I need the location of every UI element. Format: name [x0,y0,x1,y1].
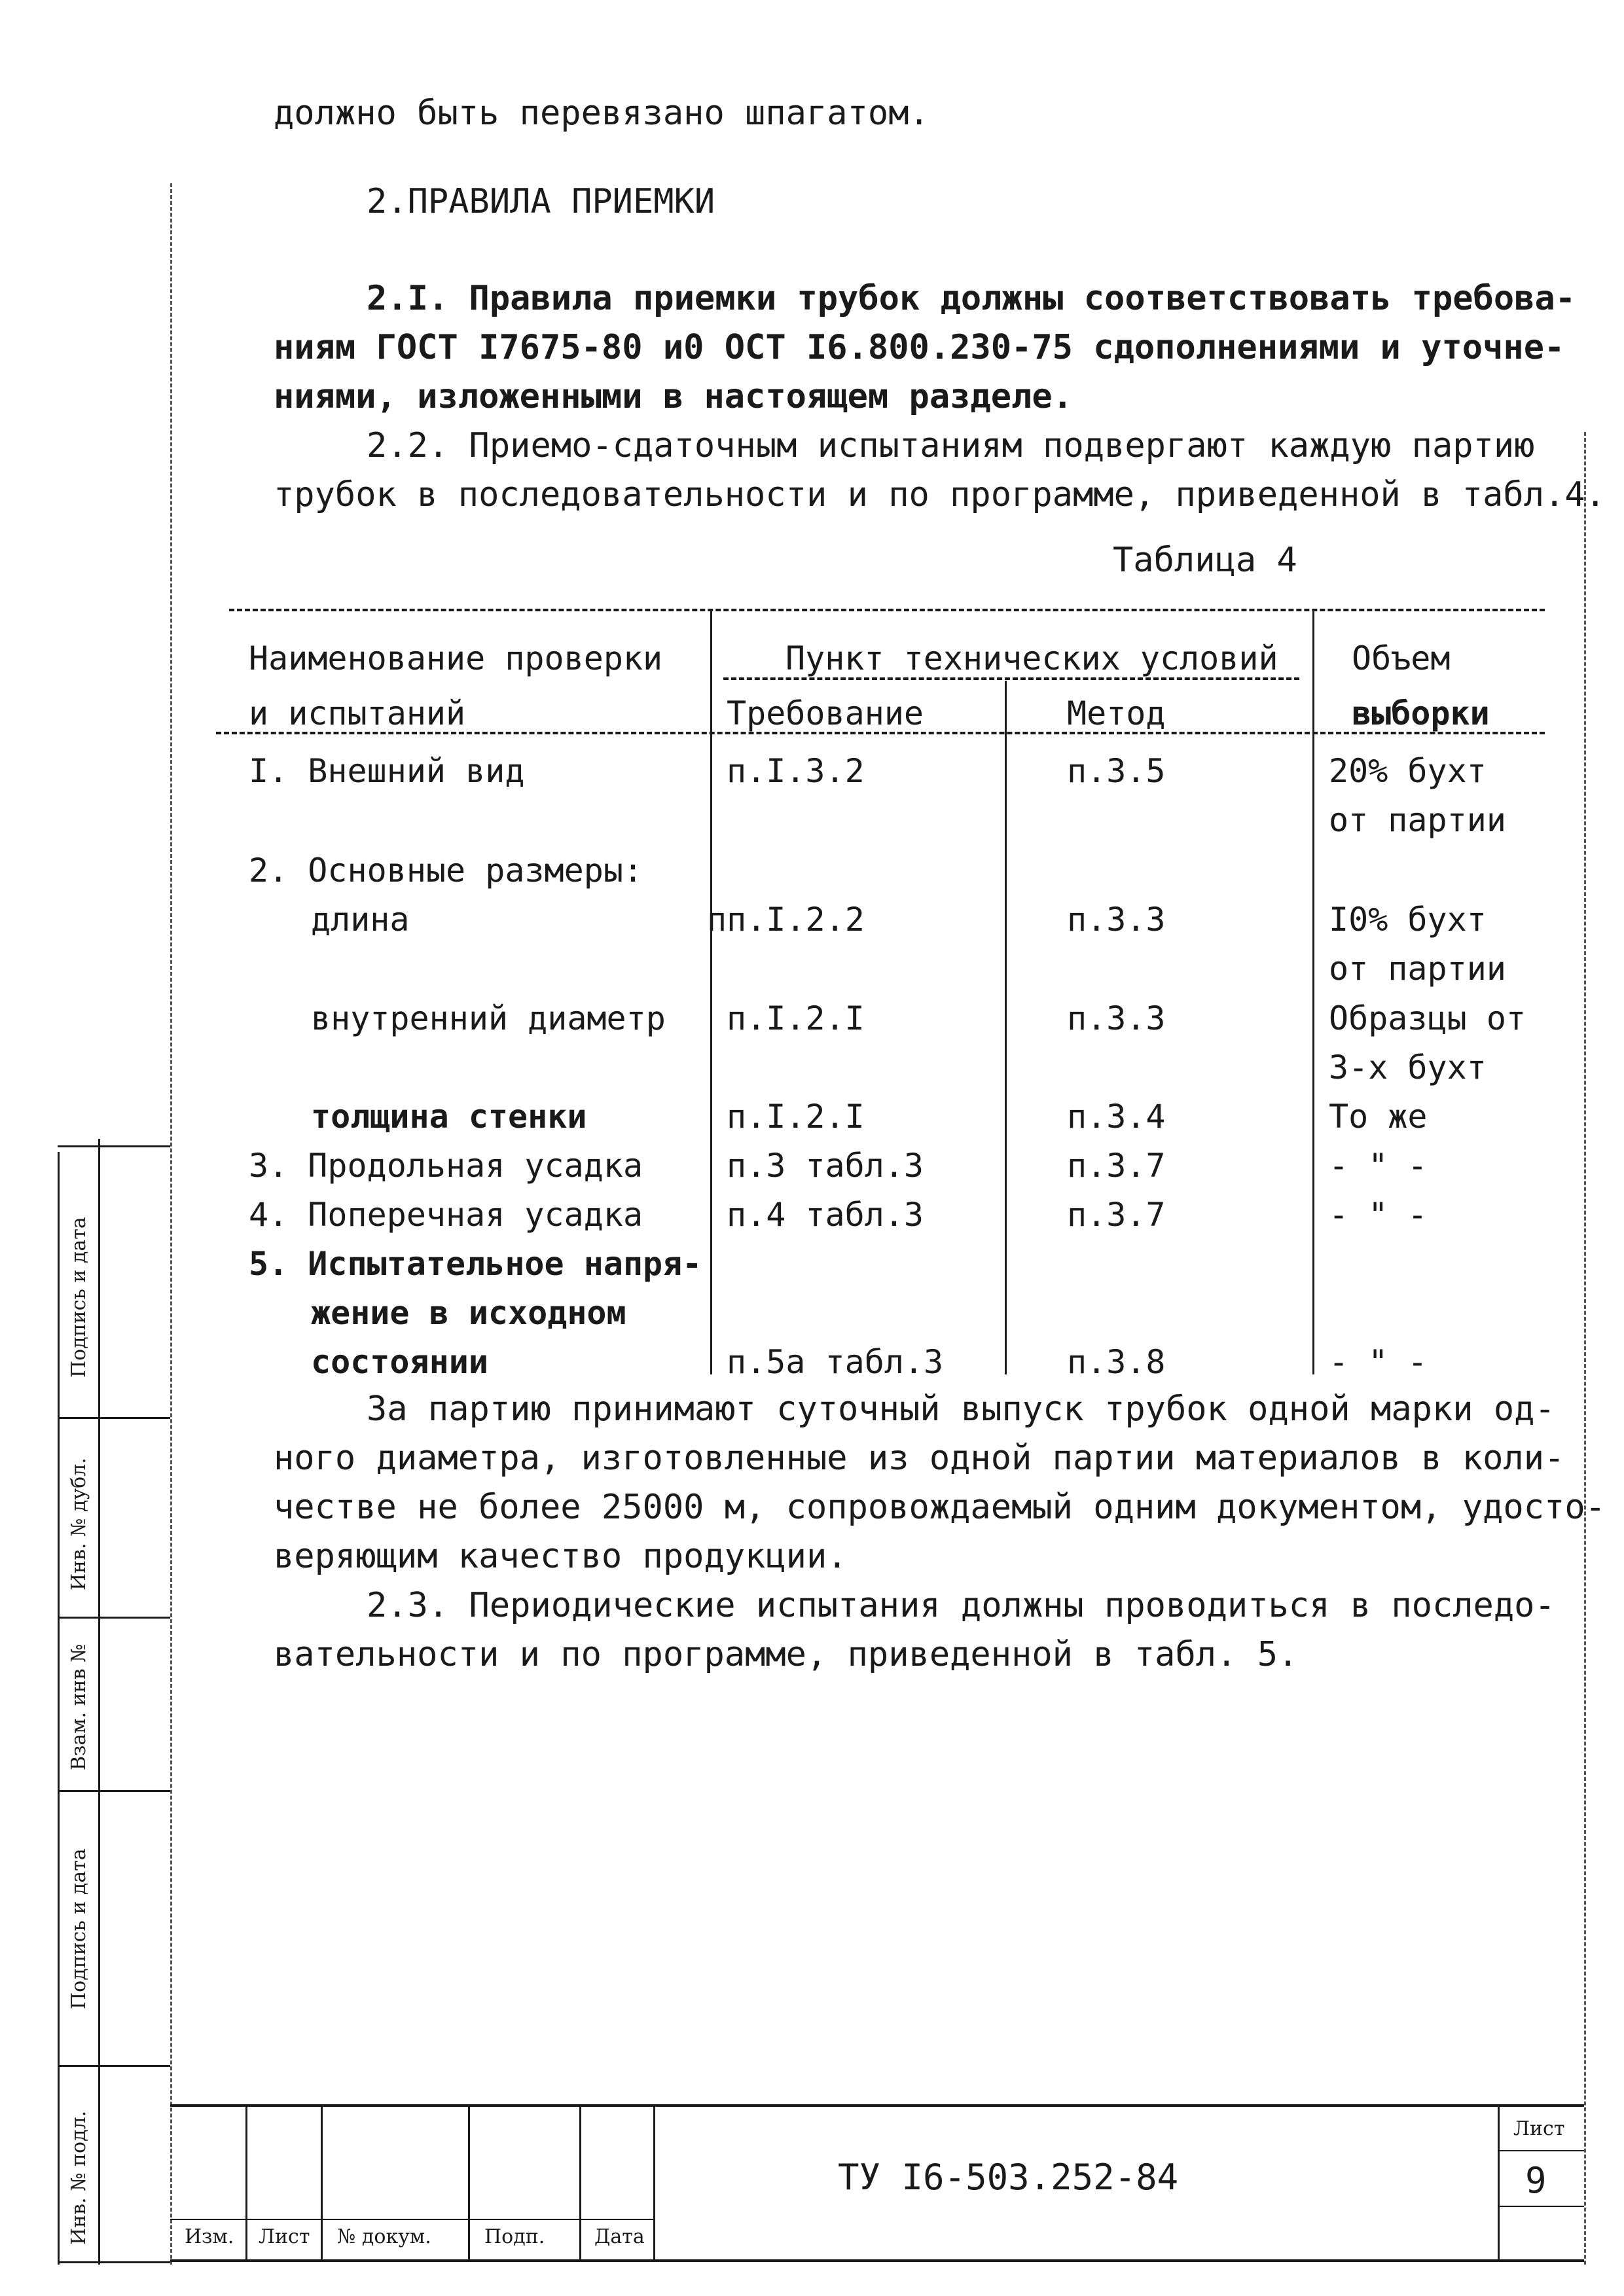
cell-sample: I0% бухт [1329,901,1487,939]
cell-requirement: п.I.2.I [727,999,865,1037]
header-name-line1: Наименование проверки [249,639,663,677]
cell-requirement: пп.I.2.2 [707,901,865,939]
cell-method: п.3.7 [1067,1196,1166,1234]
cell-name: 2. Основные размеры: [249,852,643,889]
document-code: ТУ I6-503.252-84 [838,2157,1179,2198]
header-method: Метод [1067,694,1166,732]
cell-method: п.3.4 [1067,1098,1166,1136]
paragraph-line: ниями, изложенными в настоящем разделе. [274,377,1073,416]
cell-name: I. Внешний вид [249,752,525,790]
side-label-original-inv: Инв. № подл. [67,2110,90,2245]
header-name-line2: и испытаний [249,694,466,732]
title-block-top [170,2104,1584,2107]
side-label-signature-date: Подпись и дата [67,1217,90,1378]
column-divider [710,609,712,1374]
cell-name: длина [311,901,410,939]
cell-sample: от партии [1329,950,1506,988]
title-block-bottom [170,2259,1584,2262]
stamp-line [58,2065,170,2067]
col-label-change: Изм. [185,2225,234,2248]
col-label-signature: Подп. [484,2225,545,2248]
title-block-row-line [1498,2206,1584,2207]
cell-name: 5. Испытательное напря- [249,1245,702,1283]
title-block-divider [1498,2104,1500,2261]
cell-sample: Образцы от [1329,999,1526,1037]
stamp-line [58,1145,170,1147]
cell-name: 4. Поперечная усадка [249,1196,643,1234]
sheet-label: Лист [1513,2117,1565,2140]
cell-sample: 3-х бухт [1329,1049,1487,1086]
paragraph-line: 2.2. Приемо-сдаточным испытаниям подвергают каждую партию [367,426,1535,465]
paragraph-line: честве не более 25000 м, сопровождаемый одним документом, удосто- [274,1488,1606,1527]
cell-method: п.3.3 [1067,999,1166,1037]
cell-name: внутренний диаметр [311,999,666,1037]
stamp-line [58,2261,170,2263]
title-block-divider [468,2104,470,2261]
cell-sample: - " - [1329,1343,1428,1381]
paragraph-line: 2.3. Периодические испытания должны проводиться в последо- [367,1586,1555,1625]
paragraph-line: ного диаметра, изготовленные из одной партии материалов в коли- [274,1439,1565,1478]
cell-method: п.3.3 [1067,901,1166,939]
title-block-divider [653,2104,655,2261]
header-tu-group: Пункт технических условий [785,639,1278,677]
table-top-border [229,609,1545,611]
column-divider [1005,681,1007,1374]
cell-requirement: п.I.3.2 [727,752,865,790]
paragraph-line: 2.I. Правила приемки трубок должны соответствовать требова- [367,279,1576,318]
side-label-replacement-inv: Взам. инв № [67,1643,90,1770]
title-block-row-line [1498,2150,1584,2151]
cell-method: п.3.8 [1067,1343,1166,1381]
sheet-number: 9 [1525,2160,1547,2201]
stamp-line [58,1417,170,1419]
stamp-line [58,1617,170,1619]
cell-name: толщина стенки [311,1098,587,1136]
col-label-date: Дата [594,2225,645,2248]
cell-name: состоянии [311,1343,488,1381]
cell-sample: 20% бухт [1329,752,1487,790]
col-label-document-no: № докум. [337,2225,431,2248]
title-block-divider [321,2104,323,2261]
paragraph-line: трубок в последовательности и по программе, приведенной в табл.4. [274,475,1606,514]
title-block-divider [579,2104,581,2261]
title-block-divider [245,2104,247,2261]
frame-left-line [170,183,172,2265]
cell-name: 3. Продольная усадка [249,1147,643,1185]
stamp-line [58,1152,60,2265]
cell-requirement: п.I.2.I [727,1098,865,1136]
column-divider [1312,609,1314,1374]
paragraph-line: вательности и по программе, приведенной в табл. 5. [274,1635,1299,1674]
cell-sample: от партии [1329,801,1506,839]
col-label-sheet: Лист [259,2225,310,2248]
cell-method: п.3.7 [1067,1147,1166,1185]
side-label-signature-date-2: Подпись и дата [67,1848,90,2009]
stamp-line [58,1790,170,1792]
table-title: Таблица 4 [1113,541,1297,580]
cell-sample: - " - [1329,1147,1428,1185]
header-sample-line1: Объем [1352,639,1451,677]
section-heading: 2.ПРАВИЛА ПРИЕМКИ [367,182,715,221]
side-label-duplicate-inv: Инв. № дубл. [67,1458,90,1590]
cell-requirement: п.3 табл.3 [727,1147,924,1185]
cell-sample: То же [1329,1098,1428,1136]
cell-requirement: п.5а табл.3 [727,1343,944,1381]
paragraph-line: ниям ГОСТ I7675-80 и0 ОСТ I6.800.230-75 сдополнениями и уточне- [274,328,1565,367]
paragraph-line: За партию принимают суточный выпуск трубок одной марки од- [367,1390,1555,1429]
intro-line: должно быть перевязано шпагатом. [274,94,929,133]
frame-right-line [1584,432,1586,2265]
cell-requirement: п.4 табл.3 [727,1196,924,1234]
stamp-line [98,1139,100,2265]
paragraph-line: веряющим качество продукции. [274,1537,848,1576]
cell-method: п.3.5 [1067,752,1166,790]
cell-name: жение в исходном [311,1294,626,1332]
title-block-row-line [170,2219,653,2220]
cell-sample: - " - [1329,1196,1428,1234]
header-sample-line2: выборки [1352,694,1490,732]
header-requirement: Требование [727,694,924,732]
